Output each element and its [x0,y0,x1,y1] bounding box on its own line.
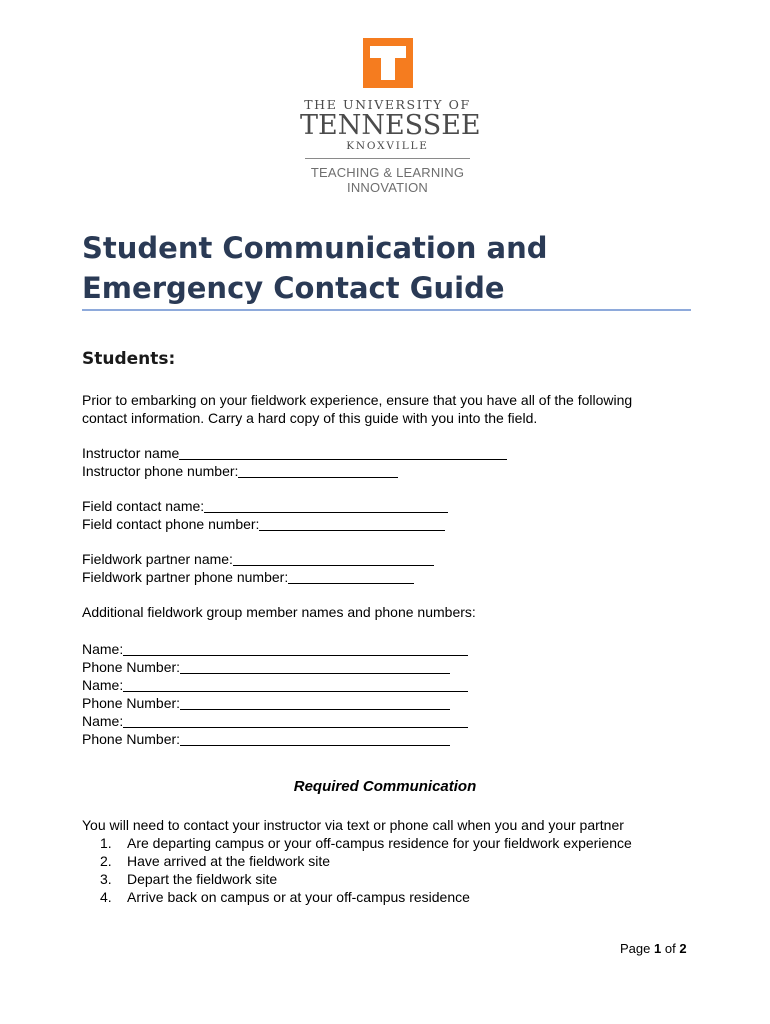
member-name-field [82,676,468,694]
of-word: of [664,941,676,956]
field-contact-name-field [82,497,448,515]
list-item-text: Are departing campus or your off-campus residence for your fieldwork experience [127,835,632,851]
required-intro: You will need to contact your instructor via text or phone call when you and your partner [82,817,624,833]
instructor-name-blank [179,445,507,460]
member-phone-field [82,694,450,712]
instructor-phone-field [82,462,398,480]
page-number [620,941,687,956]
member-phone-blank [180,695,450,710]
required-communication-heading: Required Communication [293,778,477,795]
list-item-number: 2. [100,853,112,869]
university-name-line2: TENNESSEE [300,110,481,141]
power-t-logo-icon [363,38,413,88]
field-contact-name-label: Field contact name: [82,498,205,514]
member-phone-label: Phone Number: [82,731,181,747]
member-phone-field [82,730,450,748]
title-line1: Student Communication and [82,231,548,265]
member-phone-blank [180,659,450,674]
member-name-field [82,640,468,658]
instructor-name-field [82,444,507,462]
list-item-number: 4. [100,889,112,905]
member-phone-field [82,658,450,676]
university-name-line1: THE UNIVERSITY OF [304,97,471,112]
required-steps-list [100,834,632,906]
intro-paragraph [82,391,692,427]
intro-line1: Prior to embarking on your fieldwork experience, ensure that you have all of the following [82,392,633,408]
member-name-blank [123,641,468,656]
students-heading: Students: [82,349,176,369]
list-item-number: 3. [100,871,112,887]
member-phone-label: Phone Number: [82,659,181,675]
partner-phone-field [82,568,414,586]
member-name-blank [123,713,468,728]
instructor-phone-label: Instructor phone number: [82,463,239,479]
department-line1: TEACHING & LEARNING [310,165,465,180]
partner-phone-blank [288,569,414,584]
member-phone-blank [180,731,450,746]
page-word: Page [620,941,651,956]
field-contact-name-blank [204,498,448,513]
partner-phone-label: Fieldwork partner phone number: [82,569,289,585]
department-line2: INNOVATION [347,180,428,195]
field-contact-phone-blank [259,516,445,531]
member-name-label: Name: [82,641,124,657]
field-contact-phone-field [82,515,445,533]
member-name-field [82,712,468,730]
member-phone-label: Phone Number: [82,695,181,711]
page-total: 2 [679,941,687,956]
logo-divider [305,158,470,159]
university-name-line3: KNOXVILLE [346,140,429,152]
instructor-name-label: Instructor name [82,445,180,461]
partner-name-field [82,550,434,568]
page-current: 1 [654,941,662,956]
list-item-text: Have arrived at the fieldwork site [127,853,331,869]
list-item-text: Arrive back on campus or at your off-campus residence [127,889,470,905]
member-name-label: Name: [82,713,124,729]
list-item [100,870,632,888]
member-name-blank [123,677,468,692]
member-name-label: Name: [82,677,124,693]
partner-name-blank [233,551,434,566]
title-divider [82,309,691,311]
field-contact-phone-label: Field contact phone number: [82,516,260,532]
university-logo [300,38,481,195]
list-item [100,852,632,870]
page-title [82,228,548,308]
list-item [100,834,632,852]
list-item-text: Depart the fieldwork site [127,871,278,887]
instructor-phone-blank [238,463,398,478]
partner-name-label: Fieldwork partner name: [82,551,233,567]
list-item-number: 1. [100,835,112,851]
intro-line2: contact information. Carry a hard copy of this guide with you into the field. [82,410,538,426]
group-intro: Additional fieldwork group member names and phone numbers: [82,604,476,620]
list-item [100,888,632,906]
title-line2: Emergency Contact Guide [82,271,505,305]
